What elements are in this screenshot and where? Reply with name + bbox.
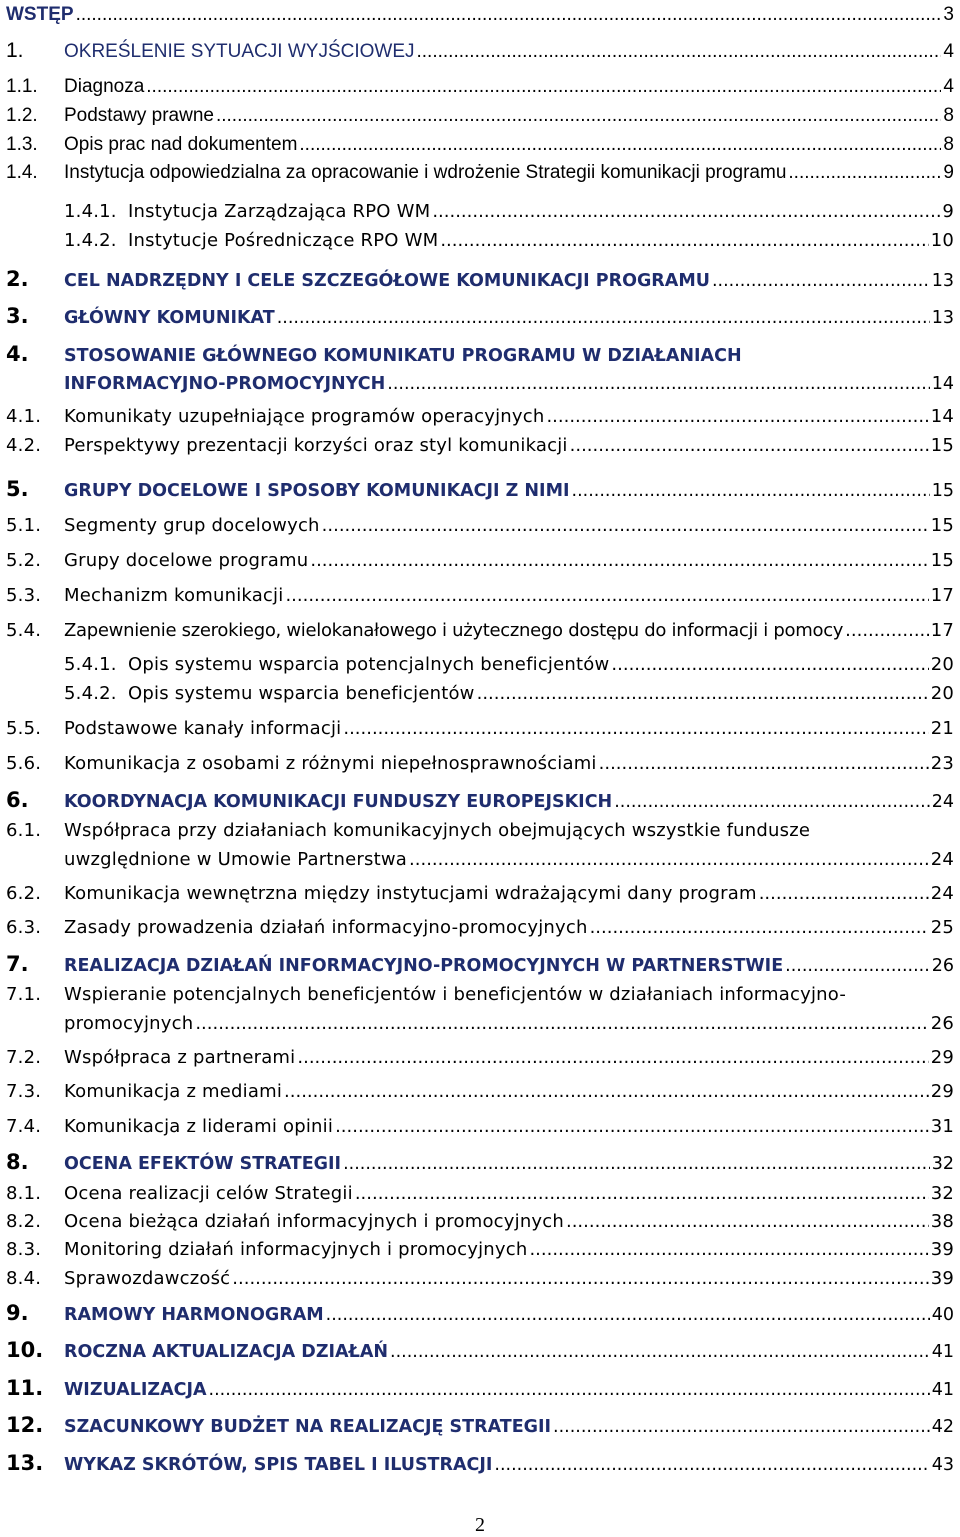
toc-number: 4.	[6, 342, 29, 366]
toc-entry[interactable]	[6, 1299, 954, 1325]
toc-number: 1.3.	[6, 134, 38, 155]
toc-page: 41	[931, 1342, 954, 1362]
toc-page: 8	[943, 105, 954, 126]
toc-page: 10	[930, 230, 954, 251]
toc-page: 9	[943, 162, 954, 183]
toc-entry[interactable]	[6, 158, 954, 184]
toc-page: 29	[930, 1081, 954, 1102]
toc-page: 26	[931, 956, 954, 976]
toc-entry[interactable]	[6, 815, 954, 875]
toc-leader	[216, 105, 941, 127]
toc-leader	[529, 1239, 928, 1260]
toc-page: 39	[930, 1268, 954, 1289]
toc-entry[interactable]	[6, 72, 954, 98]
toc-title: Komunikacja wewnętrzna między instytucjami wdrażającymi dany program	[64, 883, 757, 904]
toc-title: Komunikacja z osobami z różnymi niepełnosprawnościami	[64, 753, 597, 774]
toc-leader	[232, 1268, 928, 1289]
toc-number: 1.1.	[6, 76, 38, 97]
toc-number: 5.4.	[6, 620, 42, 641]
toc-entry[interactable]	[6, 1178, 954, 1204]
toc-entry[interactable]	[6, 748, 954, 774]
toc-title: ROCZNA AKTUALIZACJA DZIAŁAŃ	[64, 1342, 389, 1362]
toc-title: Zapewnienie szerokiego, wielokanałowego i użytecznego dostępu do informacji i pomocy	[64, 620, 844, 641]
toc-entry[interactable]	[6, 912, 954, 938]
toc-title-continued: promocyjnych	[64, 1013, 194, 1034]
toc-entry[interactable]	[6, 1234, 954, 1260]
toc-entry[interactable]	[6, 430, 954, 456]
toc-entry[interactable]	[6, 1042, 954, 1068]
toc-title: Opis prac nad dokumentem	[64, 134, 298, 155]
toc-entry[interactable]	[6, 1206, 954, 1232]
toc-leader	[614, 792, 930, 812]
toc-leader	[277, 308, 930, 328]
toc-leader	[297, 1047, 928, 1068]
toc-page: 13	[931, 271, 954, 291]
toc-leader	[599, 753, 929, 774]
toc-page: 31	[930, 1116, 954, 1137]
toc-title: Mechanizm komunikacji	[64, 585, 284, 606]
toc-title: RAMOWY HARMONOGRAM	[64, 1305, 324, 1325]
toc-leader	[785, 956, 930, 976]
toc-title: GRUPY DOCELOWE I SPOSOBY KOMUNIKACJI Z NIMI	[64, 481, 570, 501]
toc-leader	[299, 134, 941, 156]
toc-entry[interactable]	[6, 1411, 954, 1437]
toc-entry[interactable]	[6, 1148, 954, 1174]
toc-page: 14	[931, 374, 954, 394]
toc-entry[interactable]	[6, 1374, 954, 1400]
toc-entry[interactable]	[6, 130, 954, 156]
toc-number: 12.	[6, 1413, 44, 1437]
toc-number: 5.4.2.	[64, 683, 117, 704]
toc-leader	[590, 917, 929, 938]
toc-leader	[566, 1211, 929, 1232]
toc-page: 21	[930, 718, 954, 739]
toc-number: 7.4.	[6, 1116, 42, 1137]
toc-leader	[572, 481, 930, 501]
toc-title: Opis systemu wsparcia potencjalnych beneficjentów	[128, 654, 610, 675]
toc-number: 6.	[6, 788, 29, 812]
toc-leader	[546, 406, 928, 427]
toc-leader	[387, 374, 929, 394]
toc-entry[interactable]	[6, 101, 954, 127]
toc-page: 14	[930, 406, 954, 427]
toc-number: 4.2.	[6, 435, 42, 456]
toc-number: 4.1.	[6, 406, 42, 427]
toc-leader	[322, 515, 929, 536]
toc-entry[interactable]	[6, 37, 954, 63]
toc-page: 13	[931, 308, 954, 328]
toc-page: 23	[930, 753, 954, 774]
toc-title: Diagnoza	[64, 76, 145, 97]
toc-entry[interactable]	[6, 265, 954, 291]
toc-title: GŁÓWNY KOMUNIKAT	[64, 308, 275, 328]
toc-leader	[409, 849, 929, 870]
toc-entry[interactable]	[64, 225, 954, 251]
toc-page: 8	[943, 134, 954, 155]
toc-entry[interactable]	[6, 475, 954, 501]
toc-entry[interactable]	[6, 950, 954, 976]
toc-title: REALIZACJA DZIAŁAŃ INFORMACYJNO-PROMOCYJNYCH W PARTNERSTWIE	[64, 956, 784, 976]
toc-number: 8.3.	[6, 1239, 42, 1260]
toc-title: Komunikacja z liderami opinii	[64, 1116, 334, 1137]
toc-entry[interactable]	[6, 1336, 954, 1362]
toc-title: Monitoring działań informacyjnych i promocyjnych	[64, 1239, 528, 1260]
toc-leader	[712, 271, 930, 291]
toc-leader	[570, 435, 929, 456]
toc-entry[interactable]	[6, 1076, 954, 1102]
toc-page: 3	[943, 4, 954, 25]
toc-page: 4	[943, 41, 954, 62]
toc-page: 24	[931, 792, 954, 812]
toc-leader	[494, 1455, 929, 1475]
toc-number: 5.5.	[6, 718, 42, 739]
toc-number: 13.	[6, 1451, 44, 1475]
toc-page: 15	[930, 550, 954, 571]
toc-page: 4	[943, 76, 954, 97]
toc-page: 15	[930, 515, 954, 536]
toc-number: 5.2.	[6, 550, 42, 571]
page-number: 2	[475, 1514, 485, 1536]
toc-title: KOORDYNACJA KOMUNIKACJI FUNDUSZY EUROPEJSKICH	[64, 792, 613, 812]
toc-entry[interactable]	[6, 786, 954, 812]
toc-leader	[284, 1081, 929, 1102]
toc-number: 6.1.	[6, 820, 42, 841]
toc-entry[interactable]	[6, 1263, 954, 1289]
toc-number: 5.1.	[6, 515, 42, 536]
toc-leader	[845, 620, 929, 641]
toc-leader	[310, 550, 928, 571]
toc-page: 42	[931, 1417, 954, 1437]
toc-title: Instytucje Pośredniczące RPO WM	[128, 230, 439, 251]
toc-entry[interactable]	[6, 878, 954, 904]
toc-page: 32	[931, 1154, 954, 1174]
toc-entry[interactable]	[6, 615, 954, 641]
toc-page: 41	[931, 1380, 954, 1400]
toc-page: 20	[930, 683, 954, 704]
toc-title: Segmenty grup docelowych	[64, 515, 320, 536]
toc-entry[interactable]	[64, 196, 954, 222]
toc-title: CEL NADRZĘDNY I CELE SZCZEGÓŁOWE KOMUNIKACJI PROGRAMU	[64, 271, 710, 291]
toc-entry[interactable]	[6, 510, 954, 536]
toc-number: 6.3.	[6, 917, 42, 938]
toc-page: 32	[930, 1183, 954, 1204]
toc-leader	[76, 4, 942, 26]
toc-title: Instytucja Zarządzająca RPO WM	[128, 201, 431, 222]
toc-number: 8.2.	[6, 1211, 42, 1232]
toc-entry[interactable]	[6, 338, 954, 398]
toc-number: 9.	[6, 1301, 29, 1325]
toc-title-continued: uwzględnione w Umowie Partnerstwa	[64, 849, 408, 870]
toc-leader	[759, 883, 929, 904]
toc-leader	[195, 1013, 928, 1034]
toc-leader	[326, 1305, 930, 1325]
toc-number: 5.4.1.	[64, 654, 117, 675]
toc-page: 38	[930, 1211, 954, 1232]
toc-leader	[611, 654, 928, 675]
toc-title: Współpraca przy działaniach komunikacyjnych obejmujących wszystkie fundusze	[64, 820, 811, 841]
toc-page: 15	[930, 435, 954, 456]
toc-number: 5.	[6, 477, 29, 501]
toc-page: 40	[931, 1305, 954, 1325]
toc-leader	[390, 1342, 930, 1362]
toc-number: 5.6.	[6, 753, 42, 774]
toc-number: 3.	[6, 304, 29, 328]
toc-title: Komunikacja z mediami	[64, 1081, 283, 1102]
toc-title: Komunikaty uzupełniające programów operacyjnych	[64, 406, 545, 427]
toc-leader	[440, 230, 928, 251]
toc-page: 17	[930, 620, 954, 641]
toc-page: 20	[930, 654, 954, 675]
toc-number: 1.	[6, 39, 24, 62]
toc-leader	[355, 1183, 929, 1204]
toc-page: 25	[930, 917, 954, 938]
toc-page: 43	[931, 1455, 954, 1475]
toc-page: 17	[930, 585, 954, 606]
toc-title: OCENA EFEKTÓW STRATEGII	[64, 1154, 342, 1174]
toc-number: 1.4.	[6, 162, 38, 183]
toc-leader	[146, 76, 941, 98]
toc-leader	[432, 201, 940, 222]
toc-entry[interactable]	[6, 0, 954, 26]
toc-number: 7.3.	[6, 1081, 42, 1102]
toc-entry[interactable]	[6, 545, 954, 571]
toc-entry[interactable]	[6, 580, 954, 606]
toc-title: Opis systemu wsparcia beneficjentów	[128, 683, 475, 704]
toc-title: STOSOWANIE GŁÓWNEGO KOMUNIKATU PROGRAMU W DZIAŁANIACH	[64, 346, 742, 366]
toc-number: 5.3.	[6, 585, 42, 606]
toc-leader	[335, 1116, 929, 1137]
toc-title-continued: INFORMACYJNO-PROMOCYJNYCH	[64, 374, 386, 394]
toc-title: Ocena realizacji celów Strategii	[64, 1183, 353, 1204]
toc-title: SZACUNKOWY BUDŻET NA REALIZACJĘ STRATEGII	[64, 1417, 552, 1437]
toc-leader	[788, 162, 941, 184]
toc-title: Instytucja odpowiedzialna za opracowanie i wdrożenie Strategii komunikacji programu	[64, 162, 787, 183]
toc-number: 1.4.2.	[64, 230, 117, 251]
toc-page: 15	[931, 481, 954, 501]
toc-number: 7.2.	[6, 1047, 42, 1068]
toc-title: WIZUALIZACJA	[64, 1380, 207, 1400]
toc-title: Perspektywy prezentacji korzyści oraz styl komunikacji	[64, 435, 568, 456]
toc-title: Podstawowe kanały informacji	[64, 718, 342, 739]
toc-number: 8.4.	[6, 1268, 42, 1289]
toc-entry[interactable]	[6, 979, 954, 1039]
toc-entry[interactable]	[6, 1449, 954, 1475]
toc-page: 29	[930, 1047, 954, 1068]
toc-title: WYKAZ SKRÓTÓW, SPIS TABEL I ILUSTRACJI	[64, 1455, 493, 1475]
toc-title: Współpraca z partnerami	[64, 1047, 296, 1068]
toc-page: 24	[930, 849, 954, 870]
toc-leader	[285, 585, 928, 606]
toc-leader	[343, 1154, 930, 1174]
toc-page: 9	[942, 201, 954, 222]
toc-number: 8.1.	[6, 1183, 42, 1204]
toc-entry[interactable]	[64, 649, 954, 675]
toc-number: 11.	[6, 1376, 44, 1400]
toc-leader	[343, 718, 928, 739]
toc-page: 39	[930, 1239, 954, 1260]
toc-number: 7.	[6, 952, 29, 976]
toc-title: Zasady prowadzenia działań informacyjno-promocyjnych	[64, 917, 588, 938]
toc-entry[interactable]	[64, 678, 954, 704]
toc-entry[interactable]	[6, 401, 954, 427]
toc-number: 1.2.	[6, 105, 38, 126]
toc-number: 1.4.1.	[64, 201, 117, 222]
toc-page: 26	[930, 1013, 954, 1034]
toc-entry[interactable]	[6, 713, 954, 739]
toc-number: 7.1.	[6, 984, 42, 1005]
toc-number: 10.	[6, 1338, 44, 1362]
toc-title: Grupy docelowe programu	[64, 550, 309, 571]
toc-page: 24	[930, 883, 954, 904]
toc-title: WSTĘP	[6, 4, 74, 25]
toc-number: 8.	[6, 1150, 29, 1174]
toc-entry[interactable]	[6, 1111, 954, 1137]
toc-number: 6.2.	[6, 883, 42, 904]
toc-title: Wspieranie potencjalnych beneficjentów i beneficjentów w działaniach informacyjno-	[64, 984, 847, 1005]
toc-leader	[477, 683, 929, 704]
toc-entry[interactable]	[6, 302, 954, 328]
toc-leader	[417, 41, 942, 63]
toc-number: 2.	[6, 267, 29, 291]
toc-leader	[209, 1380, 930, 1400]
toc-title: Sprawozdawczość	[64, 1268, 231, 1289]
toc-title: Ocena bieżąca działań informacyjnych i promocyjnych	[64, 1211, 564, 1232]
toc-title: OKREŚLENIE SYTUACJI WYJŚCIOWEJ	[64, 41, 415, 62]
toc-title: Podstawy prawne	[64, 105, 214, 126]
toc-leader	[553, 1417, 930, 1437]
